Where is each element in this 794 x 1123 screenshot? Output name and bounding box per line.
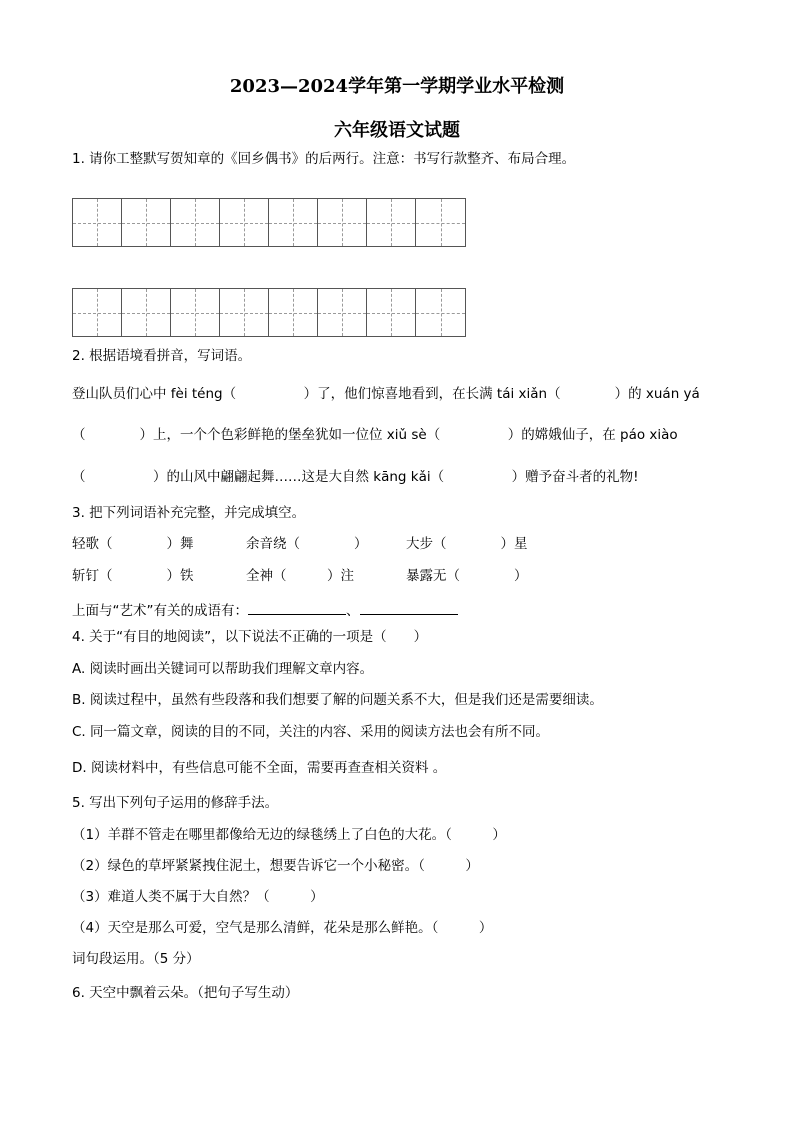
rhetoric-item-4: （4）天空是那么可爱，空气是那么清鲜，花朵是那么鲜艳。（ ） (72, 920, 493, 936)
grid-cell[interactable] (367, 199, 416, 246)
idiom-item: 轻歌（ ）舞 (72, 536, 194, 552)
question-2-line-1: 登山队员们心中 fèi téng（ ）了，他们惊喜地看到，在长满 tái xiǎn（ ）的 xuán yá (72, 386, 700, 402)
rhetoric-item-2: （2）绿色的草坪紧紧拽住泥土，想要告诉它一个小秘密。（ ） (72, 858, 479, 874)
grid-cell[interactable] (73, 199, 122, 246)
idiom-item: 斩钉（ ）铁 (72, 568, 194, 584)
grid-cell[interactable] (122, 289, 171, 336)
question-2-line-3: （ ）的山风中翩翩起舞……这是大自然 kāng kǎi（ ）赠予奋斗者的礼物! (72, 469, 639, 485)
rhetoric-item-1: （1）羊群不管走在哪里都像给无边的绿毯绣上了白色的大花。（ ） (72, 827, 506, 843)
option-a: A. 阅读时画出关键词可以帮助我们理解文章内容。 (72, 661, 374, 677)
question-1: 1. 请你工整默写贺知章的《回乡偶书》的后两行。注意：书写行款整齐、布局合理。 (72, 151, 576, 167)
idiom-item: 暴露无（ ） (406, 568, 528, 584)
grid-cell[interactable] (269, 199, 318, 246)
art-idiom-fill-line (72, 601, 458, 619)
section-label: 词句段运用。（5 分） (72, 951, 200, 967)
answer-blank[interactable] (248, 601, 346, 615)
idiom-item: 大步（ ）星 (406, 536, 528, 552)
answer-blank[interactable] (360, 601, 458, 615)
idiom-item: 全神（ ）注 (246, 568, 354, 584)
grid-cell[interactable] (220, 199, 269, 246)
separator: 、 (346, 603, 360, 619)
option-d: D. 阅读材料中，有些信息可能不全面，需要再查查相关资料 。 (72, 760, 447, 776)
writing-grid-row-1[interactable] (72, 198, 466, 247)
question-2-line-2: （ ）上，一个个色彩鲜艳的堡垒犹如一位位 xiǔ sè（ ）的嫦娥仙子，在 páo xiào (72, 427, 678, 443)
rhetoric-item-3: （3）难道人类不属于大自然？（ ） (72, 889, 324, 905)
grid-cell[interactable] (122, 199, 171, 246)
grid-cell[interactable] (171, 289, 220, 336)
grid-cell[interactable] (171, 199, 220, 246)
grid-cell[interactable] (269, 289, 318, 336)
grid-cell[interactable] (416, 289, 465, 336)
option-b: B. 阅读过程中，虽然有些段落和我们想要了解的问题关系不大，但是我们还是需要细读。 (72, 692, 603, 708)
grid-cell[interactable] (416, 199, 465, 246)
question-3-stem: 3. 把下列词语补充完整，并完成填空。 (72, 505, 306, 521)
question-4-stem: 4. 关于“有目的地阅读”，以下说法不正确的一项是（ ） (72, 629, 428, 645)
grid-cell[interactable] (220, 289, 269, 336)
grid-cell[interactable] (318, 289, 367, 336)
grid-cell[interactable] (367, 289, 416, 336)
art-idiom-label: 上面与“艺术”有关的成语有： (72, 603, 248, 619)
question-6: 6. 天空中飘着云朵。（把句子写生动） (72, 985, 299, 1001)
idiom-item: 余音绕（ ） (246, 536, 368, 552)
exam-subtitle: 六年级语文试题 (334, 120, 460, 141)
exam-title: 2023—2024学年第一学期学业水平检测 (229, 76, 565, 97)
grid-cell[interactable] (318, 199, 367, 246)
option-c: C. 同一篇文章，阅读的目的不同，关注的内容、采用的阅读方法也会有所不同。 (72, 724, 550, 740)
writing-grid-row-2[interactable] (72, 288, 466, 337)
question-5-stem: 5. 写出下列句子运用的修辞手法。 (72, 795, 279, 811)
question-2-stem: 2. 根据语境看拼音，写词语。 (72, 348, 252, 364)
grid-cell[interactable] (73, 289, 122, 336)
